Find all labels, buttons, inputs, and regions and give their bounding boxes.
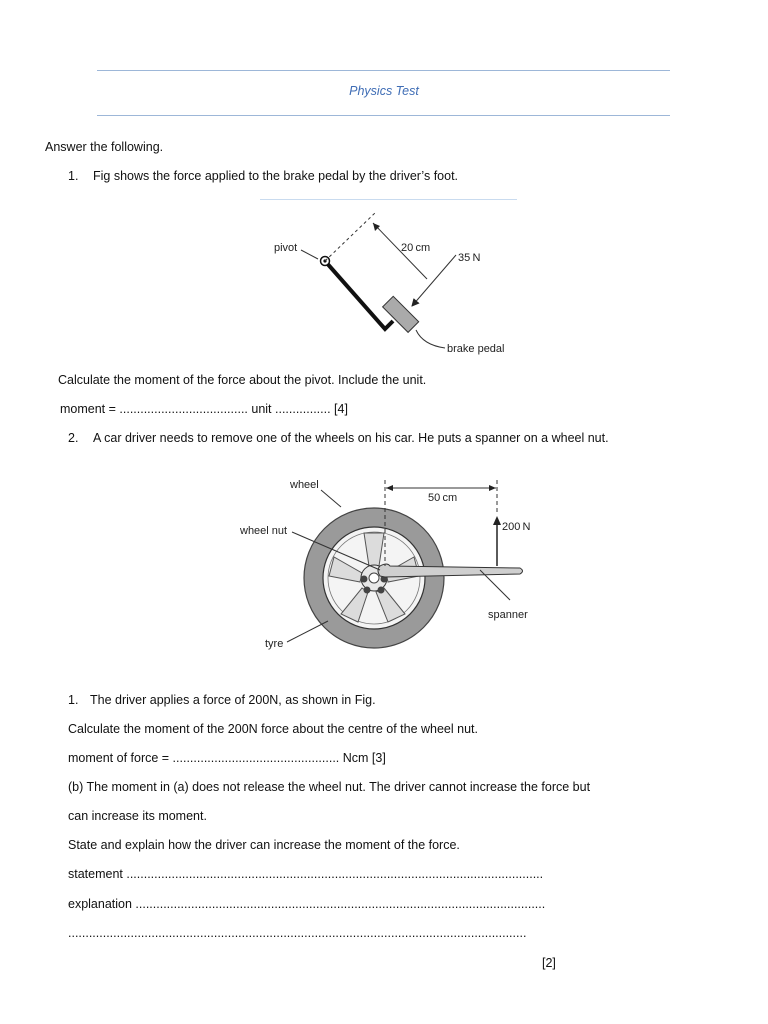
force-label: 200 N <box>502 521 531 533</box>
brake-pedal-label: brake pedal <box>447 343 505 355</box>
statement-answer-line[interactable]: statement ........................................................................................................................ <box>68 867 544 881</box>
nut-bottom-left <box>364 587 371 594</box>
q1-text: Fig shows the force applied to the brake pedal by the driver’s foot. <box>93 169 459 183</box>
q1-prompt: Calculate the moment of the force about the pivot. Include the unit. <box>58 373 427 387</box>
force-arrowhead <box>493 516 501 525</box>
spanner <box>378 564 523 577</box>
nut-bottom-right <box>378 587 385 594</box>
spanner-label: spanner <box>488 609 528 621</box>
distance-label: 20 cm <box>401 242 431 254</box>
q2-number: 2. <box>68 431 79 445</box>
marks-label: [2] <box>542 956 556 970</box>
q2-text: A car driver needs to remove one of the wheels on his car. He puts a spanner on a wheel nut. <box>93 431 609 445</box>
extra-answer-line[interactable]: .................................................................................................................................... <box>68 926 527 940</box>
q2-sub-number: 1. <box>68 693 79 707</box>
force-label: 35 N <box>458 252 481 264</box>
explanation-answer-line[interactable]: explanation ...................................................................................................................... <box>68 897 546 911</box>
wheel-leader <box>321 490 341 507</box>
dimension-arrow-right <box>489 485 496 491</box>
distance-label: 50 cm <box>428 492 458 504</box>
q2-sub-text: The driver applies a force of 200N, as shown in Fig. <box>90 693 376 707</box>
q1-number: 1. <box>68 169 79 183</box>
pivot-label: pivot <box>274 242 298 254</box>
dimension-arrow-left <box>386 485 393 491</box>
wheel-label: wheel <box>290 479 319 491</box>
q2-answer-a[interactable]: moment of force = ................................................ Ncm [3] <box>68 751 386 765</box>
q1-answer-line[interactable]: moment = ..................................... unit ................ [4] <box>60 402 348 416</box>
q2-prompt-a: Calculate the moment of the 200N force about the centre of the wheel nut. <box>68 722 478 736</box>
tyre-label: tyre <box>265 638 284 650</box>
q2-part-b-prompt: State and explain how the driver can increase the moment of the force. <box>68 838 460 852</box>
q2-part-b-line1: (b) The moment in (a) does not release the wheel nut. The driver cannot increase the force but <box>68 780 591 794</box>
intro-text: Answer the following. <box>45 140 164 154</box>
tyre-leader <box>287 621 328 642</box>
hub-centre <box>369 573 379 583</box>
page-title: Physics Test <box>349 84 419 98</box>
nut-left <box>361 576 368 583</box>
wheel-nut-label: wheel nut <box>240 525 288 537</box>
q2-part-b-line2: can increase its moment. <box>68 809 207 823</box>
